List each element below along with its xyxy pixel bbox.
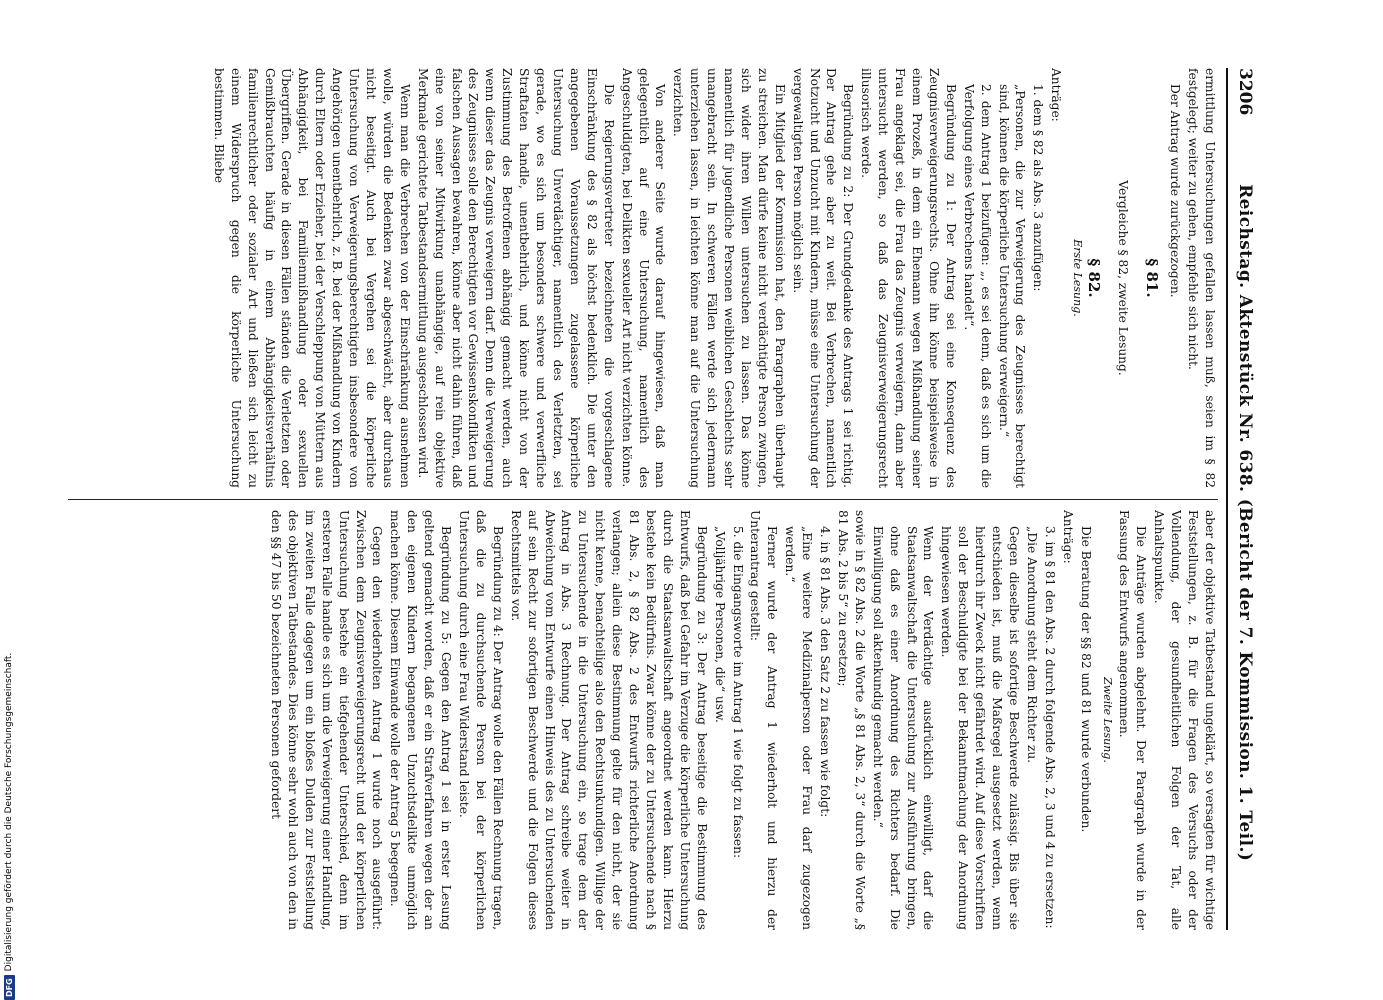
page-header: [1226, 68, 1262, 930]
paragraph: Die Anträge wurden abgelehnt. Der Paragraph wurde in der Fassung des Entwurfs angenommen.: [1117, 510, 1149, 930]
paragraph: Begründung zu 2: Der Grundgedanke des Antrags 1 sei richtig. Der Antrag gehe aber zu weit. Bei Verbrechen, namentlich Notzucht und Unzucht mit Kindern, müsse eine Untersuchung der vergewaltigten Person möglich sein.: [790, 68, 856, 488]
paragraph: Der Antrag wurde zurückgezogen.: [1168, 84, 1183, 298]
motion-item: 5. die Eingangsworte im Antrag 1 wie folgt zu fassen:: [730, 526, 745, 859]
digitization-credit: [2, 0, 16, 1000]
section-subheading: Vergleiche § 82, zweite Lesung.: [1116, 180, 1131, 376]
motion-quote: Gegen dieselbe ist sofortige Beschwerde zulässig. Bis über sie entschieden ist, muß die Maßregel ausgesetzt werden, wenn hierdurch ihr Zweck nicht gefährdet wird. Auf diese Vorschriften soll der Beschuldigte bei der Bekanntmachung der Anordnung hingewiesen werden.: [939, 526, 1022, 930]
paragraph: Begründung zu 5: Gegen den Antrag 1 sei in erster Lesung geltend gemacht worden, daß er ein Strafverfahren wegen der an den eigenen Kindern begangenen Unzuchtsdelikte unmöglich machen könne. Diesem Einwande wolle der Antrag 5 begegnen.: [388, 510, 454, 930]
motion-quote: „Die Anordnung steht dem Richter zu.: [1024, 526, 1039, 764]
paragraph: Ein Mitglied der Kommission hat, den Paragraphen überhaupt zu streichen. Man dürfe keine nicht verdächtigte Person zwingen, sich wider ihren Willen untersuchen zu lassen. Das könne namentlich für jugendliche Personen weiblichen Geschlechts sehr unangebracht sein. In schweren Fällen werde sich jedermann unterziehen lassen, in leichten könne man auf die Untersuchung verzichten.: [671, 68, 787, 488]
paragraph: Die Beratung der §§ 82 und 81 wurde verbunden.: [1078, 526, 1093, 833]
left-column: [68, 68, 1218, 488]
motion-quote: Wenn der Verdächtige ausdrücklich einwilligt, darf die Staatsanwaltschaft die Untersuchung zur Ausführung bringen, ohne daß es einer Anordnung des Richters bedarf. Die Einwilligung soll aktenkundig gemacht werden.“: [870, 526, 936, 930]
motion-item: 2. dem Antrag 1 beizufügen: „, es sei denn, daß es sich um die Verfolgung eines Verbrechens handelt“.: [961, 84, 993, 488]
antraege-label: Anträge:: [1049, 68, 1064, 122]
credit-text: Digitalisierung gefördert durch die Deutsche Forschungsgemeinschaft.: [4, 652, 14, 972]
motion-item: 4. in § 81 Abs. 3 den Satz 2 zu fassen wie folgt:: [818, 526, 833, 818]
paragraph: Begründung zu 3: Der Antrag beseitige die Bestimmung des Entwurfs, daß bei Gefahr im Verzuge die körperliche Untersuchung durch die Staatsanwaltschaft angeordnet werden kann. Hierzu bestehe kein Bedürfnis. Zwar könne der zu Untersuchende nach § 81 Abs. 2, § 82 Abs. 2 des Entwurfs richterliche Anordnung verlangen; allein diese Bestimmung gelte für den nicht, der sie nicht kenne, benachteilige also den Rechtsunkundigen. Willige der zu Untersuchende in die Untersuchung ein, so trage dem der Antrag in Abs. 3 Rechnung. Der Antrag schreibe weiter in Abweichung vom Entwurfe einen Hinweis des zu Untersuchenden auf sein Recht zur sofortigen Beschwerde und die Folgen dieses Rechtsmittels vor.: [508, 510, 709, 930]
page-number: 3206: [1235, 68, 1255, 116]
paragraph: Wenn man die Verbrechen von der Einschränkung ausnehmen wolle, würden die Bedenken zwar abgeschwächt, aber durchaus nicht beseitigt. Auch bei Vergehen sei die körperliche Untersuchung von Verweigerungsberechtigten insbesondere von Angehörigen unentbehrlich, z. B. bei der Mißhandlung von Kindern durch Eltern oder Erzieher, bei der Verschleppung von Müttern aus Abhängigkeit, bei Familienmißhandlung oder sexuellen Übergriffen. Gerade in diesen Fällen ständen die Verletzten oder Gemißbrauchten häufig in einem Abhängigkeitsverhältnis familienrechtlicher oder sozialer Art und ließen sich leicht zu einem Widerspruch gegen die körperliche Untersuchung bestimmen. Bliebe: [211, 68, 412, 488]
section-subheading: Erste Lesung.: [1071, 239, 1085, 317]
paragraph: Begründung zu 1: Der Antrag sei eine Konsequenz des Zeugnisverweigerungsrechts. Ohne ihn könne beispielsweise in einem Prozeß, in dem ein Ehemann wegen Mißhandlung seiner Frau angeklagt sei, die Frau das Zeugnis verweigern, dann aber untersucht werden, so daß das Zeugnisverweigerungsrecht illusorisch werde.: [859, 68, 958, 488]
paragraph: Die Regierungsvertreter bezeichneten die vorgeschlagene Einschränkung des § 82 als höchst bedenklich. Die unter den angegebenen Voraussetzungen zugelassene körperliche Untersuchung Unverdächtiger, namentlich des Verletzten, sei gerade, wo es sich um besonders schwere und verwerfliche Straftaten handle, unentbehrlich, und könne nicht von der Zustimmung des Betroffenen abhängig gemacht werden, auch wenn dieser das Zeugnis verweigern darf. Denn die Verweigerung des Zeugnisses solle den Berechtigten vor Gewissenskonflikten und falschen Aussagen bewahren, könne aber nicht dahin führen, daß eine von seiner Mitwirkung unabhängige, auf rein objektive Merkmale gerichtete Tatbestandsermittlung ausgeschlossen wird.: [415, 68, 616, 488]
paragraph: Ferner wurde der Antrag 1 wiederholt und hierzu der Unterantrag gestellt:: [748, 510, 780, 930]
motion-quote: „Eine weitere Medizinalperson oder Frau darf zugezogen werden.“: [783, 526, 815, 930]
motion-quote: „Volljährige Personen, die“ usw.: [712, 526, 727, 723]
antraege-label: Anträge:: [1060, 510, 1075, 564]
paragraph: ermittlung Untersuchungen gefallen lassen muß, seien im § 82 festgelegt; weiter zu gehen, empfehle sich nicht.: [1186, 68, 1217, 488]
motion-item: 1. dem § 82 als Abs. 3 anzufügen:: [1031, 84, 1046, 292]
page-title: Reichstag. Aktenstück Nr. 638. (Bericht der 7. Kommission. 1. Teil.): [1235, 184, 1255, 862]
paragraph: Begründung zu 4: Der Antrag wolle den Fällen Rechnung tragen, daß die zu durchsuchende Person bei der körperlichen Untersuchung durch eine Frau Widerstand leiste.: [457, 510, 505, 930]
section-subheading: Zweite Lesung.: [1100, 677, 1114, 763]
paragraph: Gegen den wiederholten Antrag 1 wurde noch ausgeführt: Zwischen dem Zeugnisverweigerungsrecht und der körperlichen Untersuchung bestehe ein tiefgehender Unterschied, denn im ersteren Falle handle es sich um die Verweigerung einer Handlung, im zweiten Falle dagegen um ein bloßes Dulden zur Feststellung des objektiven Tatbestandes. Dies könne sehr wohl auch von den in den §§ 47 bis 50 bezeichneten Personen gefordert: [269, 510, 385, 930]
section-heading-82: § 82.: [1085, 258, 1104, 298]
scanned-page: [62, 68, 1262, 930]
motion-quote: „Personen, die zur Verweigerung des Zeugnisses berechtigt sind, können die körperliche Untersuchung verweigern.“: [996, 84, 1028, 488]
section-heading-81: § 81.: [1143, 258, 1162, 298]
paragraph: aber der objektive Tatbestand ungeklärt, so versagten für wichtige Feststellungen, z. B. für die Fragen des Versuchs oder der Vollendung, der gesundheitlichen Folgen der Tat, alle Anhaltspunkte.: [1152, 510, 1217, 930]
right-column: [68, 510, 1218, 930]
motion-item: 3. im § 81 den Abs. 2 durch folgende Abs. 2, 3 und 4 zu ersetzen:: [1042, 526, 1057, 929]
paragraph: Von anderer Seite wurde darauf hingewiesen, daß man gelegentlich auf eine Untersuchung, namentlich des Angeschuldigten, bei Delikten sexueller Art nicht verzichten könne.: [619, 68, 668, 488]
dfg-logo-icon: DFG: [4, 975, 15, 1000]
column-divider: [68, 499, 1218, 500]
paragraph: sowie in § 82 Abs. 2 die Worte „§ 81 Abs. 2, 3“ durch die Worte „§ 81 Abs. 2 bis 5“ zu ersetzen;: [835, 510, 867, 930]
